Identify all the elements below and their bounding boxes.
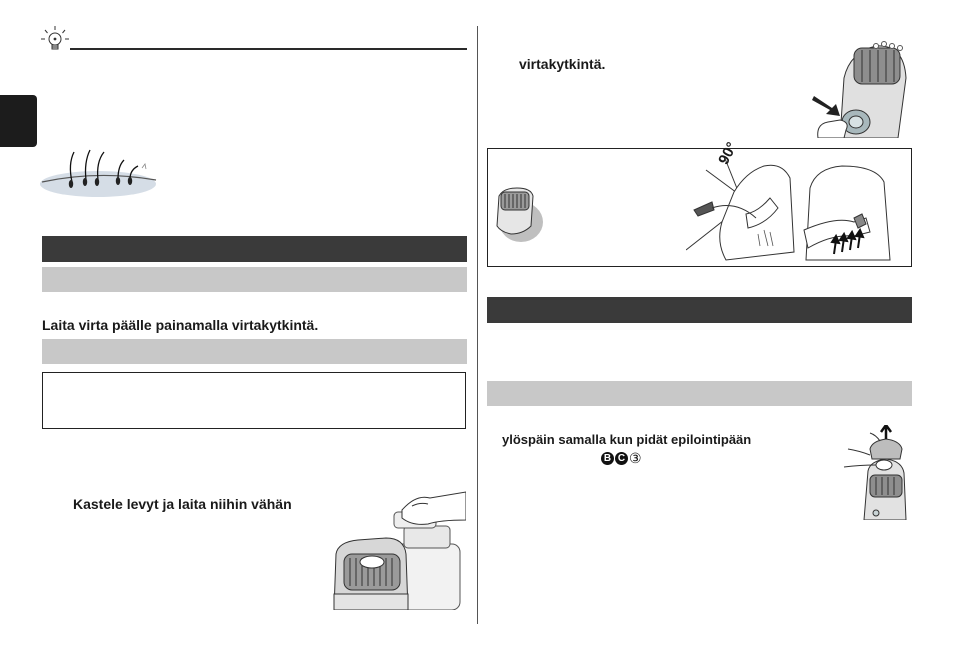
section-bar-main-left <box>42 236 467 262</box>
figure-ref-c: C <box>615 452 628 465</box>
side-tab <box>0 95 37 147</box>
figure-reference <box>601 451 642 465</box>
note-box <box>42 372 466 429</box>
step-text: Kastele levyt ja laita niihin vähän <box>73 496 292 512</box>
oil-application-illustration <box>330 490 466 610</box>
figure-ref-number: ③ <box>629 450 642 466</box>
head-removal-illustration <box>840 425 912 520</box>
section-bar-sub-2 <box>42 339 467 364</box>
tip-lightbulb-icon <box>38 24 72 56</box>
removal-text: ylöspäin samalla kun pidät epilointipään <box>502 432 752 447</box>
epilator-head-attachment-icon <box>493 186 545 244</box>
hair-skin-illustration <box>38 148 162 200</box>
switch-text: virtakytkintä. <box>519 56 606 72</box>
tip-rule <box>70 48 467 50</box>
section-bar-sub-right <box>487 381 912 406</box>
section-bar-sub-1 <box>42 267 467 292</box>
underarm-epilation-illustration <box>686 152 910 262</box>
section-bar-main-right <box>487 297 912 323</box>
figure-ref-b: B <box>601 452 614 465</box>
instruction-text: Laita virta päälle painamalla virtakytkintä. <box>42 317 319 333</box>
epilator-switch-illustration <box>810 38 912 138</box>
angle-label: 90° <box>715 139 741 168</box>
column-divider <box>477 26 478 624</box>
